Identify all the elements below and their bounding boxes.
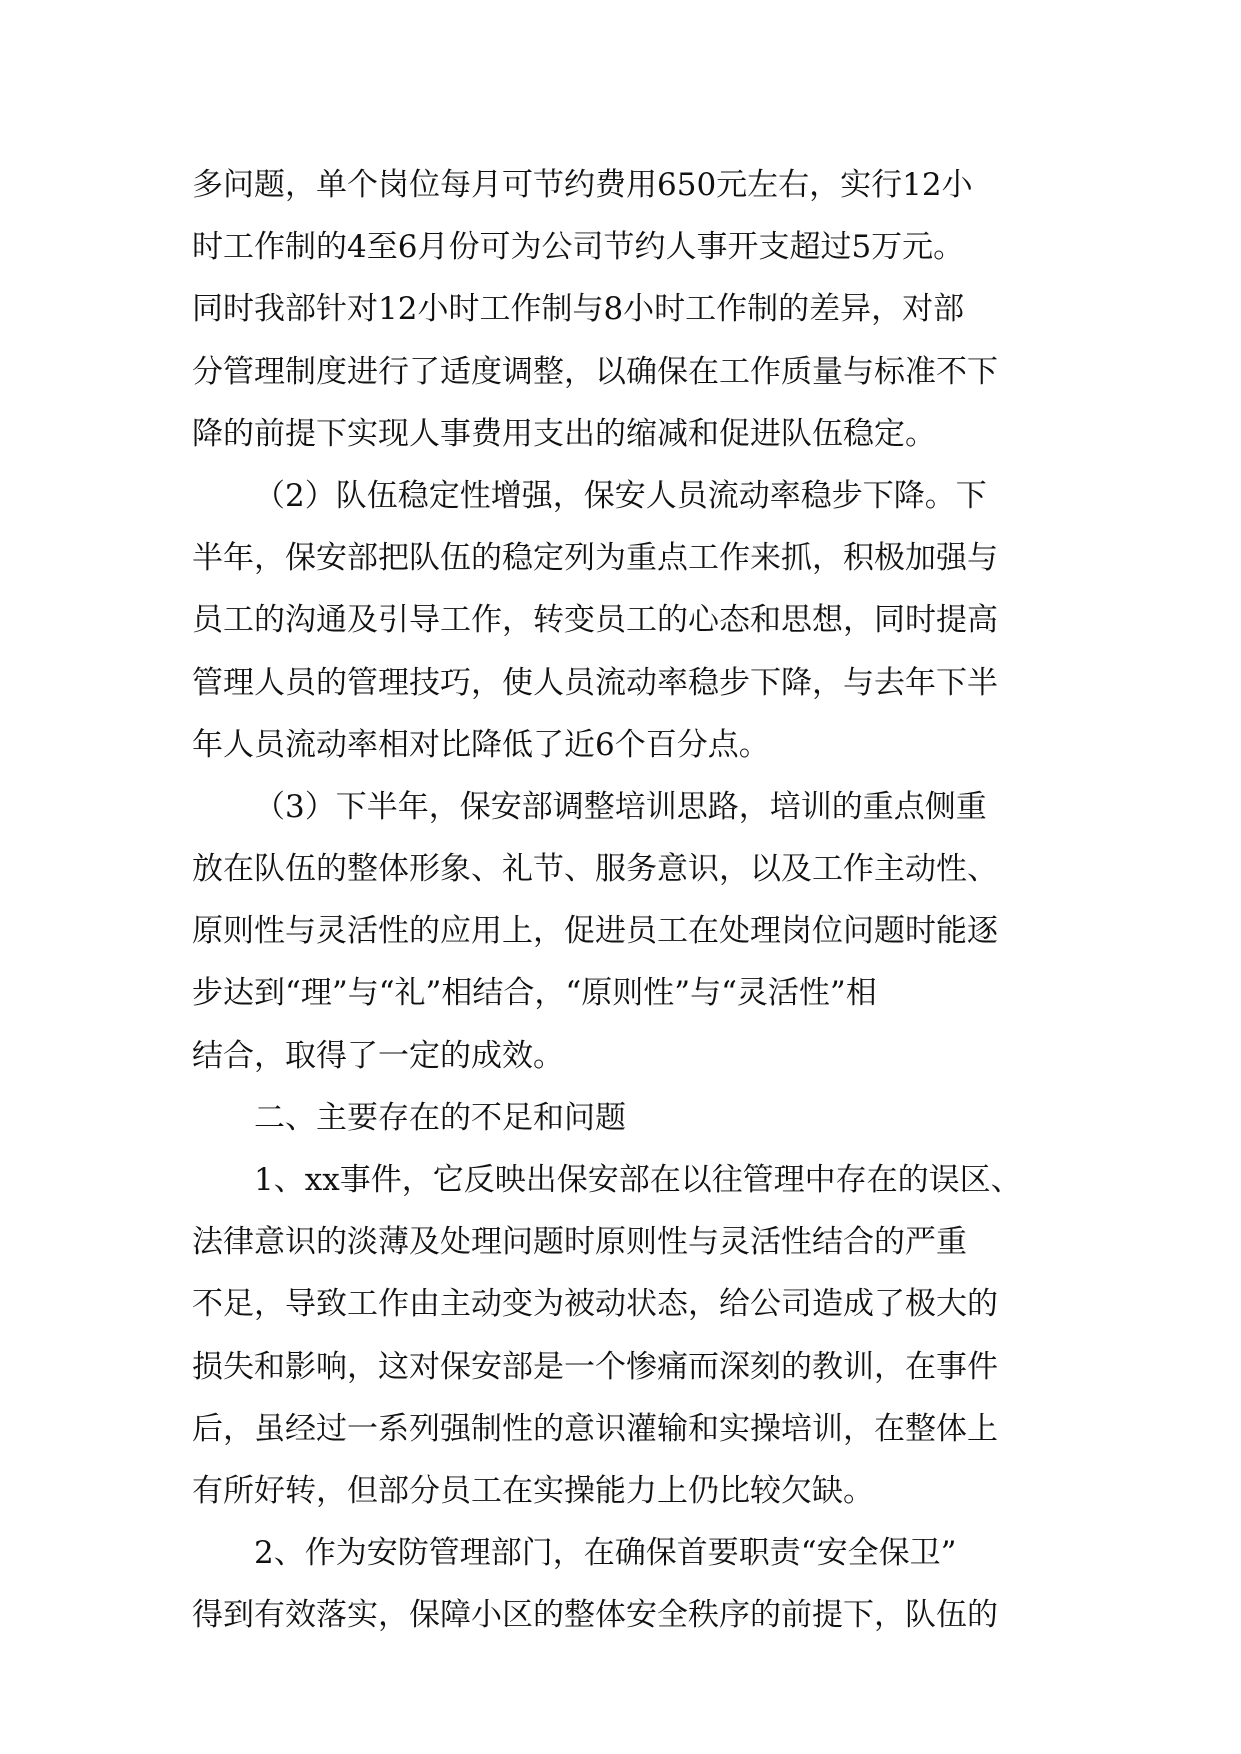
text-line: 步达到“理”与“礼”相结合，“原则性”与“灵活性”相 [192,975,877,1012]
paragraph-start-line: 2、作为安防管理部门，在确保首要职责“安全保卫” [254,1535,957,1572]
paragraph-start-line: 1、xx事件，它反映出保安部在以往管理中存在的误区、 [254,1162,1022,1198]
text-line: 降的前提下实现人事费用支出的缩减和促进队伍稳定。 [192,415,936,452]
text-line: 同时我部针对12小时工作制与8小时工作制的差异，对部 [192,291,965,328]
paragraph-start-line: （2）队伍稳定性增强，保安人员流动率稳步下降。下 [254,477,987,514]
text-line: 有所好转，但部分员工在实操能力上仍比较欠缺。 [192,1472,874,1509]
text-line: 原则性与灵活性的应用上，促进员工在处理岗位问题时能逐 [192,913,998,950]
paragraph-start-line: （3）下半年，保安部调整培训思路，培训的重点侧重 [254,788,987,825]
text-line: 不足，导致工作由主动变为被动状态，给公司造成了极大的 [192,1286,998,1323]
body-text [192,154,1072,1647]
text-line: 年人员流动率相对比降低了近6个百分点。 [192,726,770,763]
section-heading: 二、主要存在的不足和问题 [254,1099,626,1136]
text-line: 半年，保安部把队伍的稳定列为重点工作来抓，积极加强与 [192,540,998,577]
text-line: 损失和影响，这对保安部是一个惨痛而深刻的教训，在事件 [192,1348,998,1385]
text-line: 结合，取得了一定的成效。 [192,1037,564,1074]
text-line: 放在队伍的整体形象、礼节、服务意识，以及工作主动性、 [192,851,998,888]
text-line: 得到有效落实，保障小区的整体安全秩序的前提下，队伍的 [192,1597,998,1634]
text-line: 后，虽经过一系列强制性的意识灌输和实操培训，在整体上 [192,1410,998,1447]
text-line: 员工的沟通及引导工作，转变员工的心态和思想，同时提高 [192,602,998,639]
text-line: 法律意识的淡薄及处理问题时原则性与灵活性结合的严重 [192,1224,967,1261]
text-line: 管理人员的管理技巧，使人员流动率稳步下降，与去年下半 [192,664,998,701]
text-line: 时工作制的4至6月份可为公司节约人事开支超过5万元。 [192,229,965,266]
text-line: 多问题，单个岗位每月可节约费用650元左右，实行12小 [192,167,973,203]
text-line: 分管理制度进行了适度调整，以确保在工作质量与标准不下 [192,353,998,390]
